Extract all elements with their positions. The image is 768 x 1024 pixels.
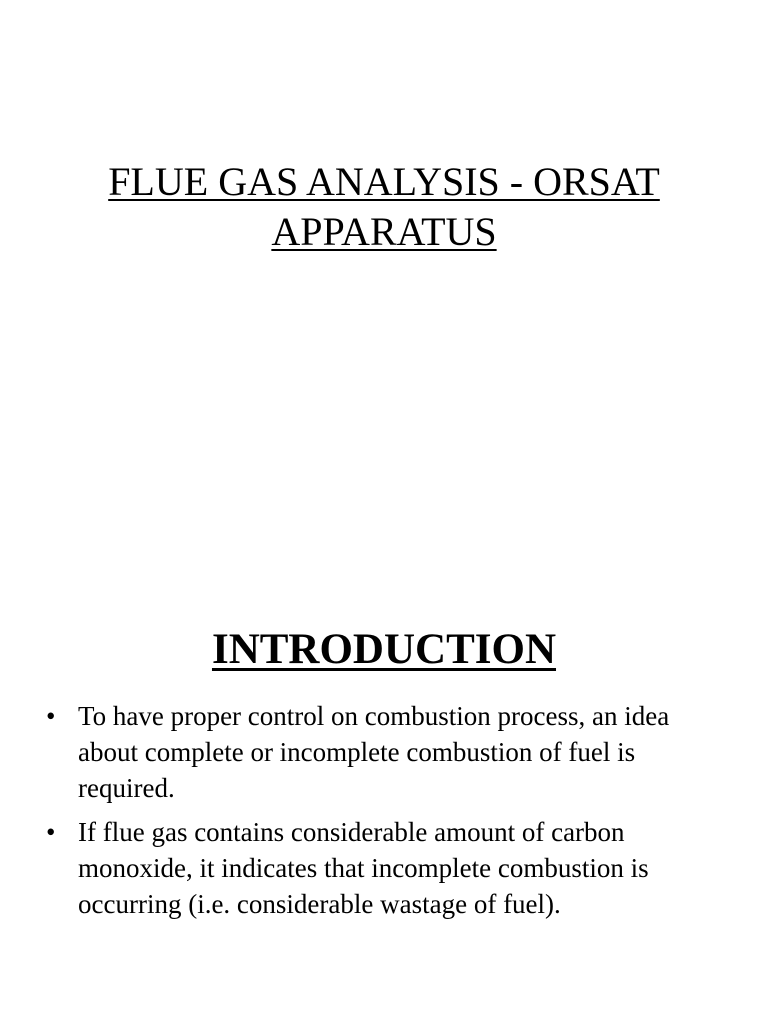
introduction-heading-text: INTRODUCTION xyxy=(211,626,557,673)
slide-title-line-1: FLUE GAS ANALYSIS - ORSAT xyxy=(108,159,660,204)
slide-title xyxy=(40,157,728,257)
bullet-icon: • xyxy=(46,817,56,847)
bullet-text: If flue gas contains considerable amount of carbon monoxide, it indicates that incomplete combustion is occurring (i.e. considerable wastage of fuel). xyxy=(78,817,649,919)
bullet-icon: • xyxy=(46,701,56,731)
introduction-bullet-list xyxy=(46,698,706,930)
bullet-item xyxy=(46,814,706,922)
introduction-heading xyxy=(0,620,768,680)
slide-title-line-2: APPARATUS xyxy=(271,209,497,254)
bullet-item xyxy=(46,698,706,806)
bullet-text: To have proper control on combustion process, an idea about complete or incomplete combustion of fuel is required. xyxy=(78,701,670,803)
